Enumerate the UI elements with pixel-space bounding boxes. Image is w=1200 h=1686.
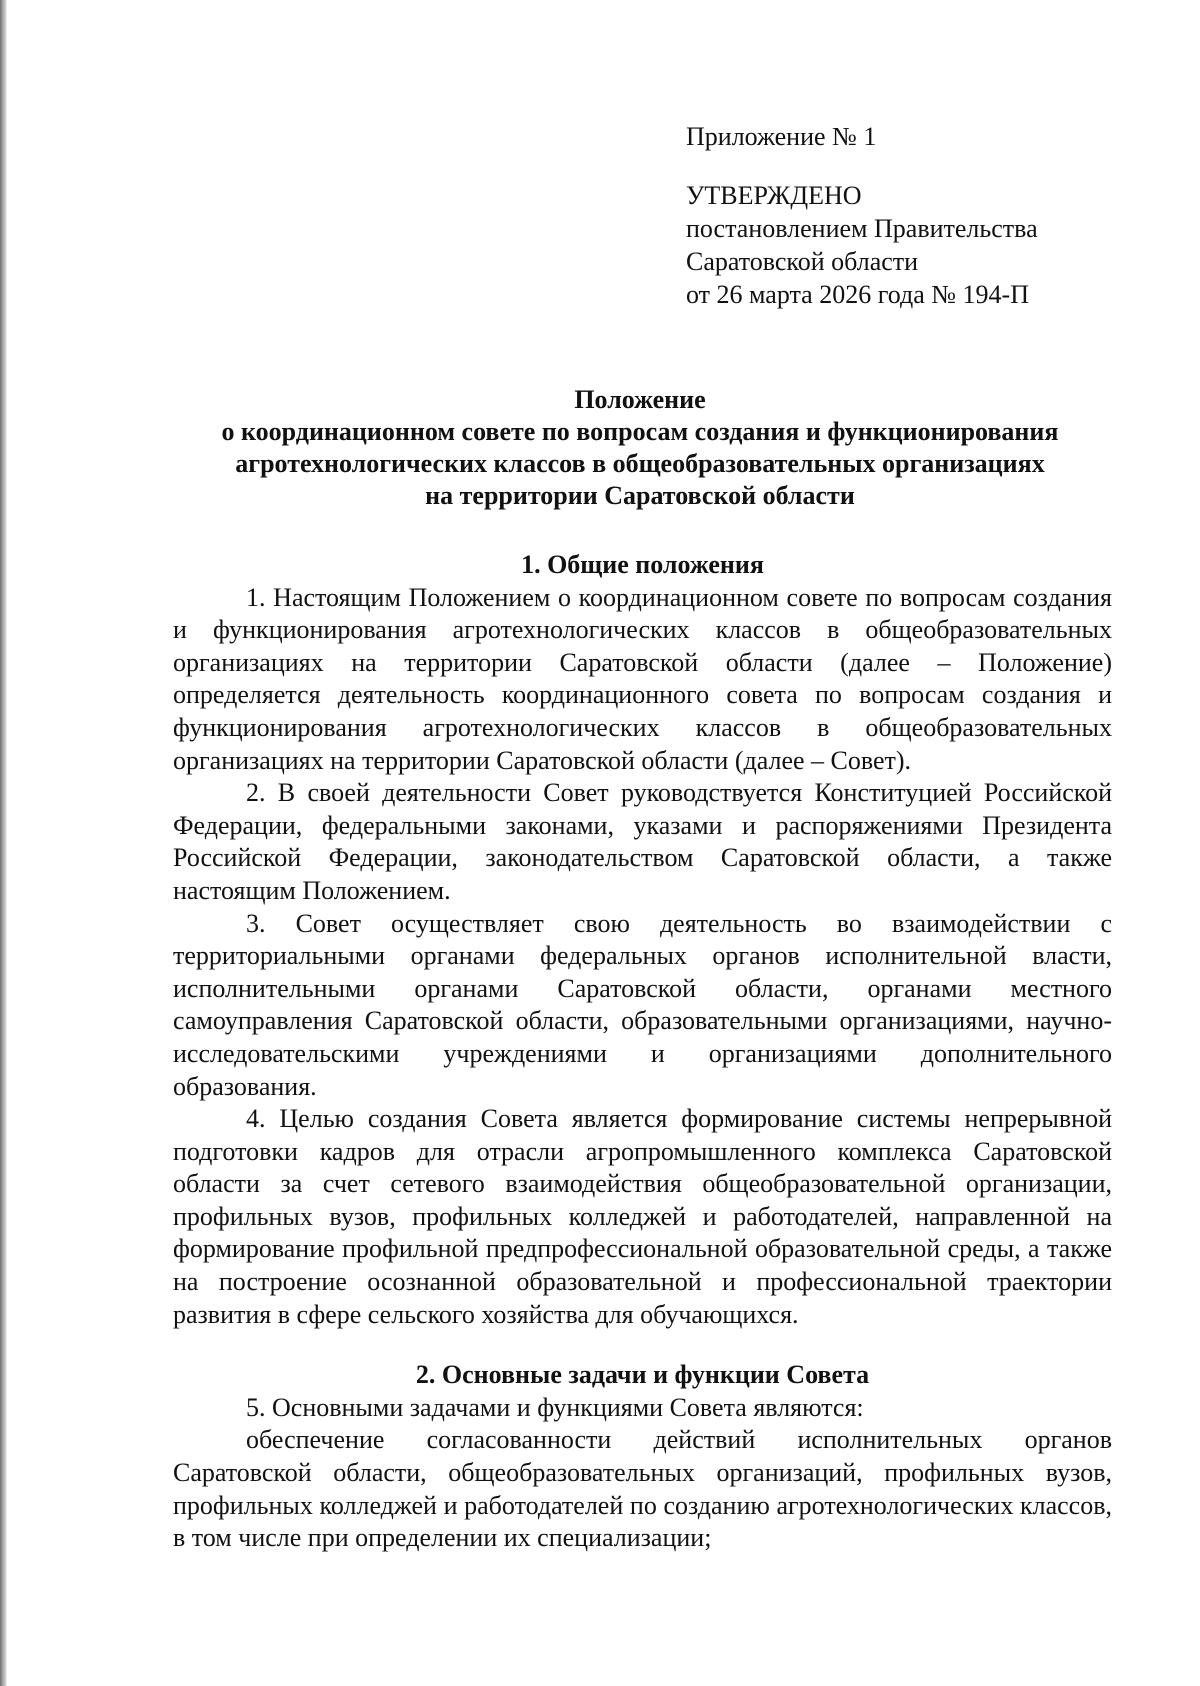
document-body <box>173 549 1112 1555</box>
approved-label: УТВЕРЖДЕНО <box>686 181 862 210</box>
paragraph-3: 3. Совет осуществляет свою деятельность во взаимодействии с территориальными органами федеральных органов исполнительной власти, исполнительными органами Саратовской области, органами местного самоуправления Саратовской области, образовательными организациями, научно-исследовательскими учреждениями и организациями дополнительного образования. <box>173 908 1112 1101</box>
paragraph-1: 1. Настоящим Положением о координационном совете по вопросам создания и функционирования агротехнологических классов в общеобразовательных организациях на территории Саратовской области (далее – Положение) определяется деятельность координационного совета по вопросам создания и функционирования агротехнологических классов в общеобразовательных организациях на территории Саратовской области (далее – Совет). <box>173 582 1112 775</box>
paragraph-5: 5. Основными задачами и функциями Совета являются: <box>246 1392 864 1422</box>
title-line-4: на территории Саратовской области <box>425 481 855 510</box>
appendix-label: Приложение № 1 <box>686 122 877 151</box>
approved-by-line-1: постановлением Правительства <box>686 214 1038 243</box>
approval-date-number: от 26 марта 2026 года № 194-П <box>686 280 1029 309</box>
approval-stamp-block <box>686 120 1126 311</box>
title-line-2: о координационном совете по вопросам создания и функционирования <box>221 417 1059 446</box>
title-line-1: Положение <box>574 385 706 414</box>
section-2-heading: 2. Основные задачи и функции Совета <box>415 1360 870 1390</box>
section-1-heading: 1. Общие положения <box>521 550 764 579</box>
approved-by-line-2: Саратовской области <box>686 247 919 276</box>
document-title <box>160 384 1120 512</box>
paragraph-6: обеспечение согласованности действий исполнительных органов Саратовской области, общеобразовательных организаций, профильных вузов, профильных колледжей и работодателей по созданию агротехнологических классов, в том числе при определении их специализации; <box>173 1425 1112 1553</box>
paragraph-4: 4. Целью создания Совета является формирование системы непрерывной подготовки кадров для отрасли агропромышленного комплекса Саратовской области за счет сетевого взаимодействия общеобразовательной организации, профильных вузов, профильных колледжей и работодателей, направленной на формирование профильной предпрофессиональной образовательной среды, а также на построение осознанной образовательной и профессиональной траектории развития в сфере сельского хозяйства для обучающихся. <box>173 1104 1112 1329</box>
paragraph-2: 2. В своей деятельности Совет руководствуется Конституцией Российской Федерации, федеральными законами, указами и распоряжениями Президента Российской Федерации, законодательством Саратовской области, а также настоящим Положением. <box>173 778 1112 905</box>
title-line-3: агротехнологических классов в общеобразовательных организациях <box>235 449 1045 478</box>
